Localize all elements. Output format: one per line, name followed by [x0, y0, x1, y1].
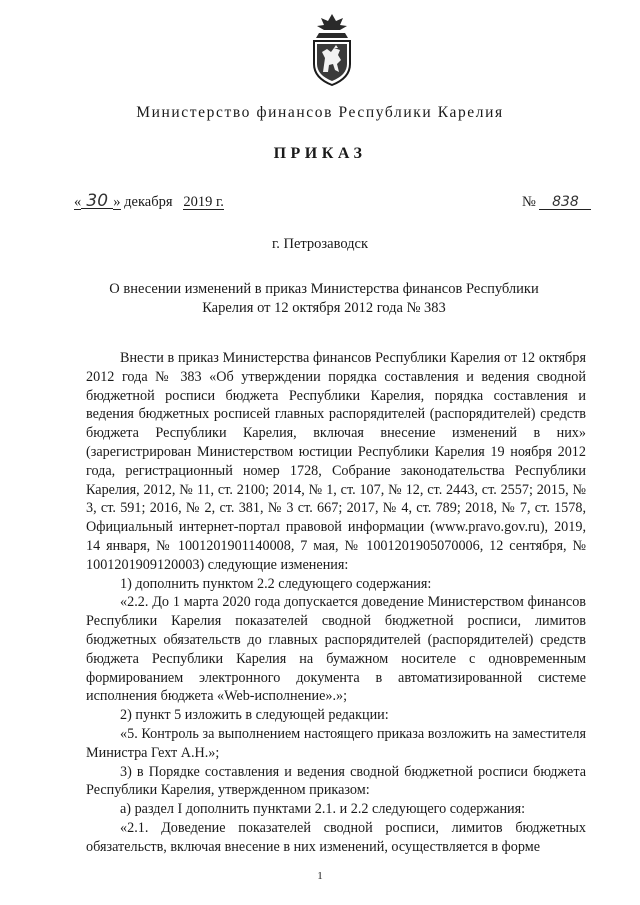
document-type-title: ПРИКАЗ	[273, 145, 367, 162]
body-paragraph: а) раздел I дополнить пунктами 2.1. и 2.2 следующего содержания:	[120, 801, 526, 818]
order-subject	[90, 280, 558, 318]
body-paragraph: 2) пункт 5 изложить в следующей редакции:	[120, 707, 389, 724]
number-label: №	[522, 194, 536, 210]
body-paragraph: 1) дополнить пунктом 2.2 следующего содержания:	[120, 575, 432, 592]
order-body	[86, 349, 586, 857]
body-paragraph: «2.1. Доведение показателей сводной росписи, лимитов бюджетных обязательств, включая внесение в них изменений, осуществляется в форме	[86, 819, 586, 855]
date-open-quote: «	[74, 194, 82, 210]
order-number	[522, 194, 591, 211]
subject-line-2: Карелия от 12 октября 2012 года № 383	[202, 300, 446, 316]
date-day-handwritten: 30	[81, 194, 113, 209]
city-name: г. Петрозаводск	[271, 236, 369, 252]
number-value-handwritten: 838	[539, 195, 591, 210]
ministry-name: Министерство финансов Республики Карелия	[136, 104, 504, 121]
date-month: декабря	[124, 194, 173, 210]
body-paragraph: «5. Контроль за выполнением настоящего приказа возложить на заместителя Министра Гехт А.Н.»;	[86, 725, 586, 761]
coat-of-arms-emblem	[307, 14, 357, 86]
date-year: 2019 г.	[183, 194, 224, 210]
page-number: 1	[317, 870, 323, 882]
subject-line-1: О внесении изменений в приказ Министерства финансов Республики	[109, 281, 539, 297]
body-paragraph: Внести в приказ Министерства финансов Республики Карелия от 12 октября 2012 года № 383 «Об утверждении порядка составления и ведения сводной бюджетной росписи бюджета Республики Карелия, порядка составления и ведения бюджетных росписей главных распорядителей (распорядителей) средств бюджета Республики Карелия, включая внесение изменений в них» (зарегистрирован Министерством юстиции Республики Карелия 19 ноября 2012 года, регистрационный номер 1728, Собрание законодательства Республики Карелия, 2012, № 11, ст. 2100; 2014, № 1, ст. 107, № 12, ст. 2443, ст. 2557; 2015, № 3, ст. 591; 2016, № 2, ст. 381, № 3 ст. 667; 2017, № 4, ст. 789; 2018, № 7, ст. 1578, Официальный интернет-портал правовой информации (www.pravo.gov.ru), 2019, 14 января, № 1001201901140008, 7 мая, № 1001201905070006, 12 сентября, № 1001201909120003) следующие изменения:	[86, 350, 586, 573]
order-date	[74, 191, 224, 211]
body-paragraph: 3) в Порядке составления и ведения сводной бюджетной росписи бюджета Республики Карелия, утвержденном приказом:	[86, 763, 586, 799]
date-close-quote: »	[113, 194, 121, 210]
body-paragraph: «2.2. До 1 марта 2020 года допускается доведение Министерством финансов Республики Карелия показателей сводной бюджетной росписи, лимитов бюджетных обязательств до главных распорядителей (распорядителей) средств бюджета Республики Карелия на бумажном носителе с одновременным формированием электронного документа в автоматизированной системе исполнения бюджета «Web-исполнение».»;	[86, 594, 586, 705]
